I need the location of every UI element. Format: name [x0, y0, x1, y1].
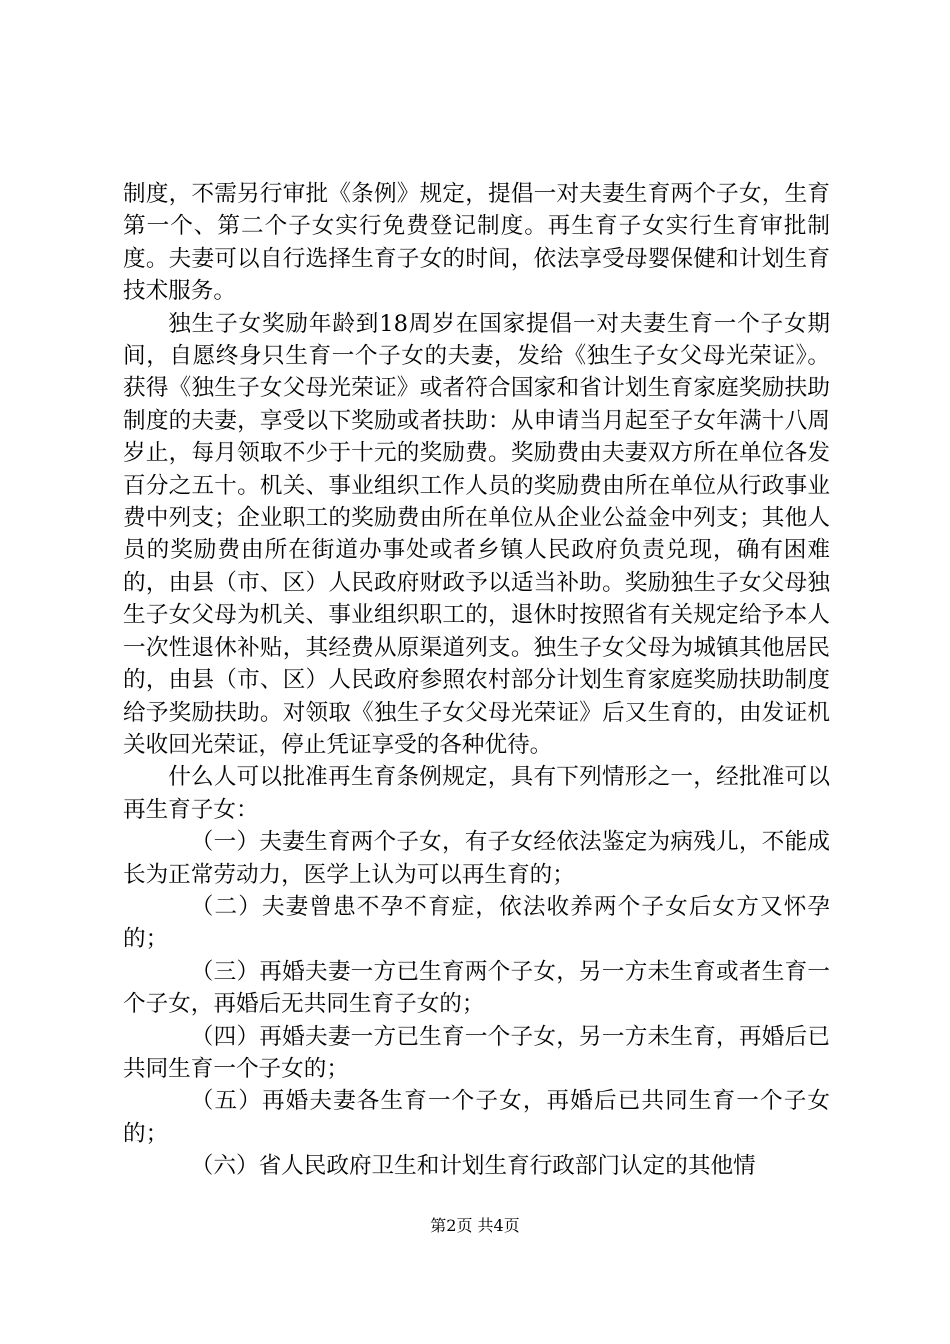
page-footer	[0, 1216, 950, 1236]
paragraph-only-child-reward: 独生子女奖励年龄到18周岁在国家提倡一对夫妻生育一个子女期间，自愿终身只生育一个子女的夫妻，发给《独生子女父母光荣证》。获得《独生子女父母光荣证》或者符合国家和省计划生育家庭奖励扶助制度的夫妻，享受以下奖励或者扶助：从申请当月起至子女年满十八周岁止，每月领取不少于十元的奖励费。奖励费由夫妻双方所在单位各发百分之五十。机关、事业组织工作人员的奖励费由所在单位从行政事业费中列支；企业职工的奖励费由所在单位从企业公益金中列支；其他人员的奖励费由所在街道办事处或者乡镇人民政府负责兑现，确有困难的，由县（市、区）人民政府财政予以适当补助。奖励独生子女父母独生子女父母为机关、事业组织职工的，退休时按照省有关规定给予本人一次性退休补贴，其经费从原渠道列支。独生子女父母为城镇其他居民的，由县（市、区）人民政府参照农村部分计划生育家庭奖励扶助制度给予奖励扶助。对领取《独生子女父母光荣证》后又生育的，由发证机关收回光荣证，停止凭证享受的各种优待。	[123, 310, 830, 758]
list-item-3: （三）再婚夫妻一方已生育两个子女，另一方未生育或者生育一个子女，再婚后无共同生育子女的；	[123, 958, 830, 1018]
list-item-5: （五）再婚夫妻各生育一个子女，再婚后已共同生育一个子女的；	[123, 1088, 830, 1147]
list-item-1: （一）夫妻生育两个子女，有子女经依法鉴定为病残儿，不能成长为正常劳动力，医学上认为可以再生育的；	[123, 829, 830, 888]
list-item-4: （四）再婚夫妻一方已生育一个子女，另一方未生育，再婚后已共同生育一个子女的；	[123, 1023, 830, 1082]
page-number: 第2页 共4页	[430, 1216, 520, 1235]
list-item-6: （六）省人民政府卫生和计划生育行政部门认定的其他情	[190, 1153, 756, 1180]
list-item-2: （二）夫妻曾患不孕不育症，依法收养两个子女后女方又怀孕的；	[123, 893, 830, 953]
paragraph-continuation: 制度，不需另行审批《条例》规定，提倡一对夫妻生育两个子女，生育第一个、第二个子女实行免费登记制度。再生育子女实行生育审批制度。夫妻可以自行选择生育子女的时间，依法享受母婴保健和计划生育技术服务。	[123, 181, 830, 305]
document-body	[123, 178, 830, 1183]
paragraph-second-birth-intro: 什么人可以批准再生育条例规定，具有下列情形之一，经批准可以再生育子女：	[123, 764, 830, 823]
